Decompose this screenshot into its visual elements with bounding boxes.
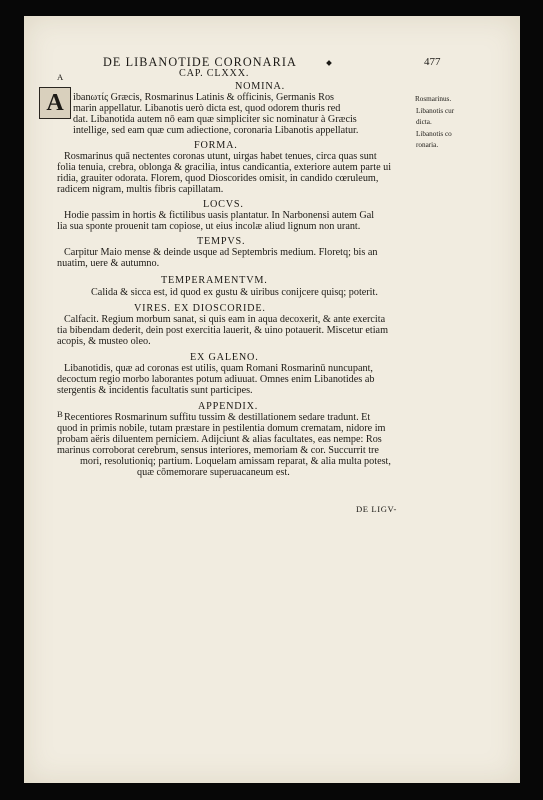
heading-forma: FORMA. (194, 140, 238, 151)
heading-galeno: EX GALENO. (190, 352, 259, 363)
galeno-line-2: decoctum regio morbo laborantes potum adiuuat. Omnes enim Libanotides ab (57, 374, 375, 385)
heading-locus: LOCVS. (203, 199, 244, 210)
heading-nomina: NOMINA. (234, 81, 286, 92)
side-note-2: Libanotis cur (416, 107, 455, 115)
galeno-line-1: Libanotidis, quæ ad coronas est utilis, quam Romani Rosmarinū nuncupant, (64, 363, 373, 374)
side-note-1: Rosmarinus. (415, 95, 452, 103)
forma-line-1: Rosmarinus quā nectentes coronas utunt, uirgas habet tenues, circa quas sunt (64, 151, 377, 162)
appendix-line-4: marinus corroborat cerebrum, sensus interiores, memoriam & cor. Succurrit tre (57, 445, 379, 456)
initial-letter: A (46, 89, 64, 116)
appendix-line-6: quæ cōmemorare superuacaneum est. (137, 467, 290, 478)
nomina-line-3: dat. Libanotida autem nō eam quæ simpliciter sic nominatur à Græcis (73, 114, 357, 125)
page-number: 477 (424, 56, 441, 68)
chapter-number: CAP. CLXXX. (179, 68, 250, 79)
vires-line-2: tia bibendam dederit, dein post exercitia lauerit, & uino potauerit. Miscetur etiam (57, 325, 388, 336)
heading-appendix: APPENDIX. (198, 401, 259, 412)
nomina-line-2: marin appellatur. Libanotis uerò dicta est, quod odorem thuris red (73, 103, 341, 114)
side-note-5: ronaria. (416, 141, 439, 149)
appendix-line-1: Recentiores Rosmarinum suffitu tussim & destillationem sedare tradunt. Et (64, 412, 371, 423)
nomina-line-4: intellige, sed eam quæ cum adiectione, coronaria Libanotis appellatur. (73, 125, 359, 136)
appendix-line-3: probam aëris diluentem perniciem. Adijciunt & alias facultates, eas nempe: Ros (57, 434, 382, 445)
decorated-initial (39, 87, 71, 119)
appendix-line-2: quod in primis nobile, tutam præstare in pestilentia domum crematam, nidore im (57, 423, 386, 434)
heading-vires: VIRES. EX DIOSCORIDE. (134, 303, 266, 314)
heading-temperamentum: TEMPERAMENTVM. (161, 275, 268, 286)
locus-line-1: Hodie passim in hortis & fictilibus uasis plantatur. In Narbonensi autem Gal (64, 210, 375, 221)
side-note-3: dicta. (416, 118, 432, 126)
vires-line-1: Calfacit. Regium morbum sanat, si quis eam in aqua decoxerit, & ante exercita (64, 314, 386, 325)
margin-letter-a: A (57, 72, 64, 82)
side-note-4: Libanotis co (416, 130, 452, 138)
heading-tempus: TEMPVS. (197, 236, 246, 247)
appendix-line-5: mori, resolutioniq; partium. Loquelam amissam reparat, & alia multa potest, (80, 456, 391, 467)
galeno-line-3: stergentis & incidentis facultatis sunt participes. (57, 385, 253, 396)
running-title: DE LIBANOTIDE CORONARIA (103, 55, 297, 69)
forma-line-4: radicem nigram, multis fibris capillatam. (57, 184, 224, 195)
margin-letter-b: B (57, 409, 63, 419)
forma-line-3: ridia, grauiter odorata. Florem, quod Dioscorides omisit, in candido cœruleum, (57, 173, 379, 184)
tempus-line-2: nuatim, uere & autumno. (57, 258, 160, 269)
tempus-line-1: Carpitur Maio mense & deinde usque ad Septembris medium. Floretq; bis an (64, 247, 378, 258)
temperamentum-line-1: Calida & sicca est, id quod ex gustu & uiribus conijcere quisq; poterit. (91, 287, 378, 298)
catchword: DE LIGV- (356, 504, 397, 514)
forma-line-2: folia tenuia, crebra, oblonga & gracilia, intus candicantia, exteriore autem parte ui (57, 162, 392, 173)
locus-line-2: lia sua sponte prouenit tam copiose, ut eius incolæ aliud lignum non urant. (57, 221, 361, 232)
vires-line-3: acopis, & musteo oleo. (57, 336, 151, 347)
nomina-line-1: ibanωτίς Græcis, Rosmarinus Latinis & officinis, Germanis Ros (73, 92, 335, 103)
